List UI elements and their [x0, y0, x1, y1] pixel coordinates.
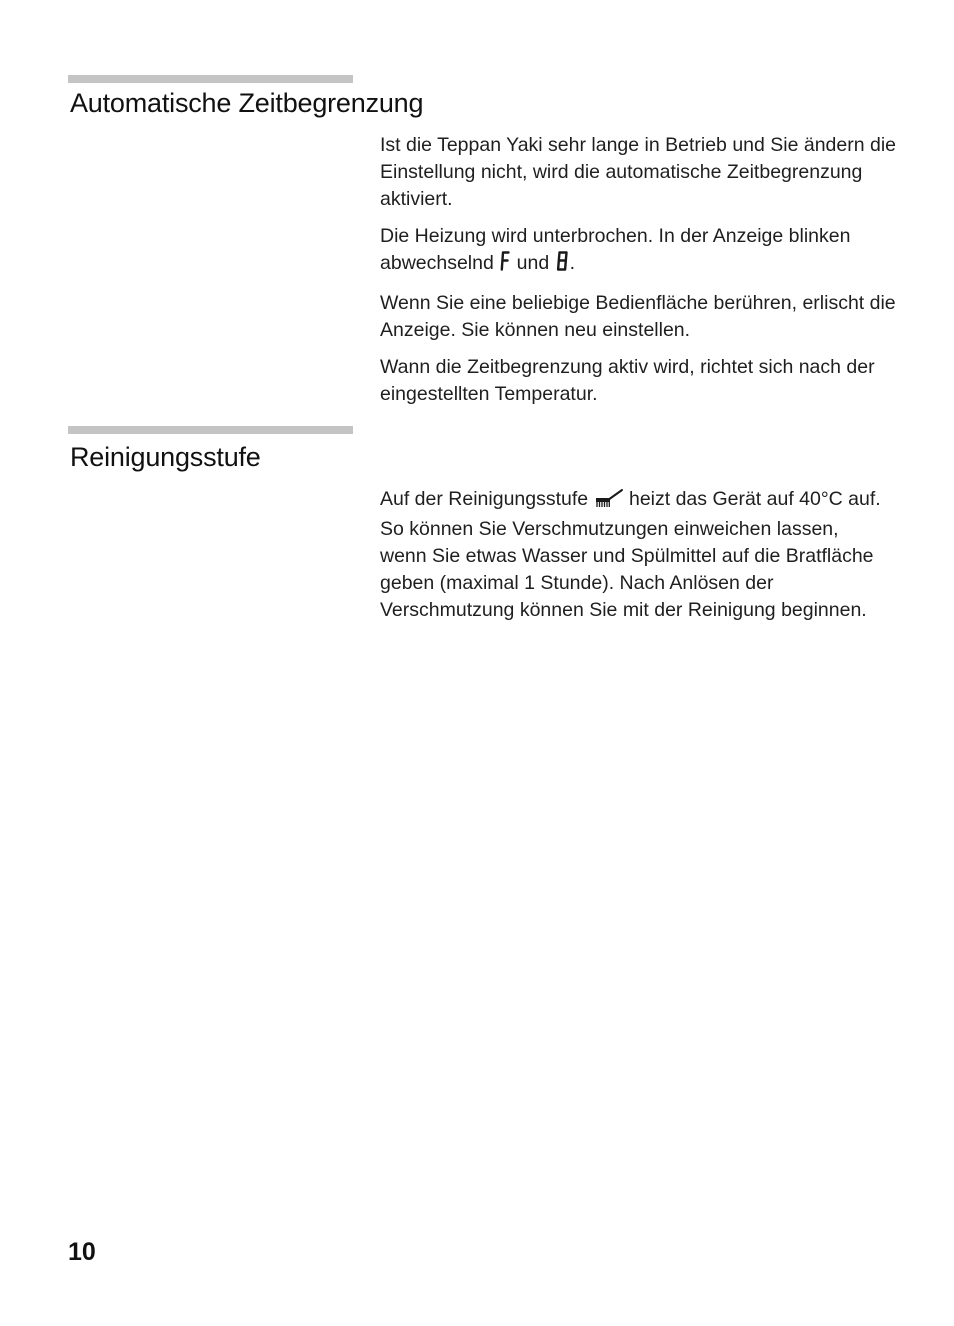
paragraph-5-text-after: heizt das Gerät auf 40°C auf. So können Sie Verschmutzungen einweichen lassen, wenn Sie etwas Wasser und Spülmittel auf die Bratfläche geben (maximal 1 Stunde). Nach Anlösen der Verschmutzung können Sie mit der Reinigung beginnen. [380, 488, 881, 621]
section-title-reinigungsstufe: Reinigungsstufe [70, 442, 261, 472]
paragraph-3: Wenn Sie eine beliebige Bedienfläche berühren, erlischt die Anzeige. Sie können neu einstellen. [380, 292, 896, 341]
segment-display-8-icon [555, 250, 570, 280]
cleaning-brush-icon [594, 488, 624, 516]
section-title-automatische-zeitbegrenzung: Automatische Zeitbegrenzung [70, 88, 424, 118]
paragraph-2-text-middle: und [511, 252, 555, 274]
section-rule-2 [68, 426, 353, 434]
paragraph-5 [380, 486, 890, 624]
page-number: 10 [68, 1238, 96, 1266]
paragraph-1: Ist die Teppan Yaki sehr lange in Betrieb und Sie ändern die Einstellung nicht, wird die automatische Zeitbegrenzung aktiviert. [380, 134, 897, 210]
paragraph-4: Wann die Zeitbegrenzung aktiv wird, richtet sich nach der eingestellten Temperatur. [380, 356, 875, 405]
paragraph-5-text-before: Auf der Reinigungsstufe [380, 488, 594, 510]
paragraph-2-text-after: . [569, 252, 576, 274]
paragraph-2-text-before: Die Heizung wird unterbrochen. In der Anzeige blinken abwechselnd [380, 225, 851, 274]
segment-display-F-icon [499, 250, 511, 280]
paragraph-2 [380, 223, 900, 280]
section-rule-1 [68, 75, 353, 83]
section-body-2 [380, 486, 890, 634]
section-body-1 [380, 132, 900, 418]
